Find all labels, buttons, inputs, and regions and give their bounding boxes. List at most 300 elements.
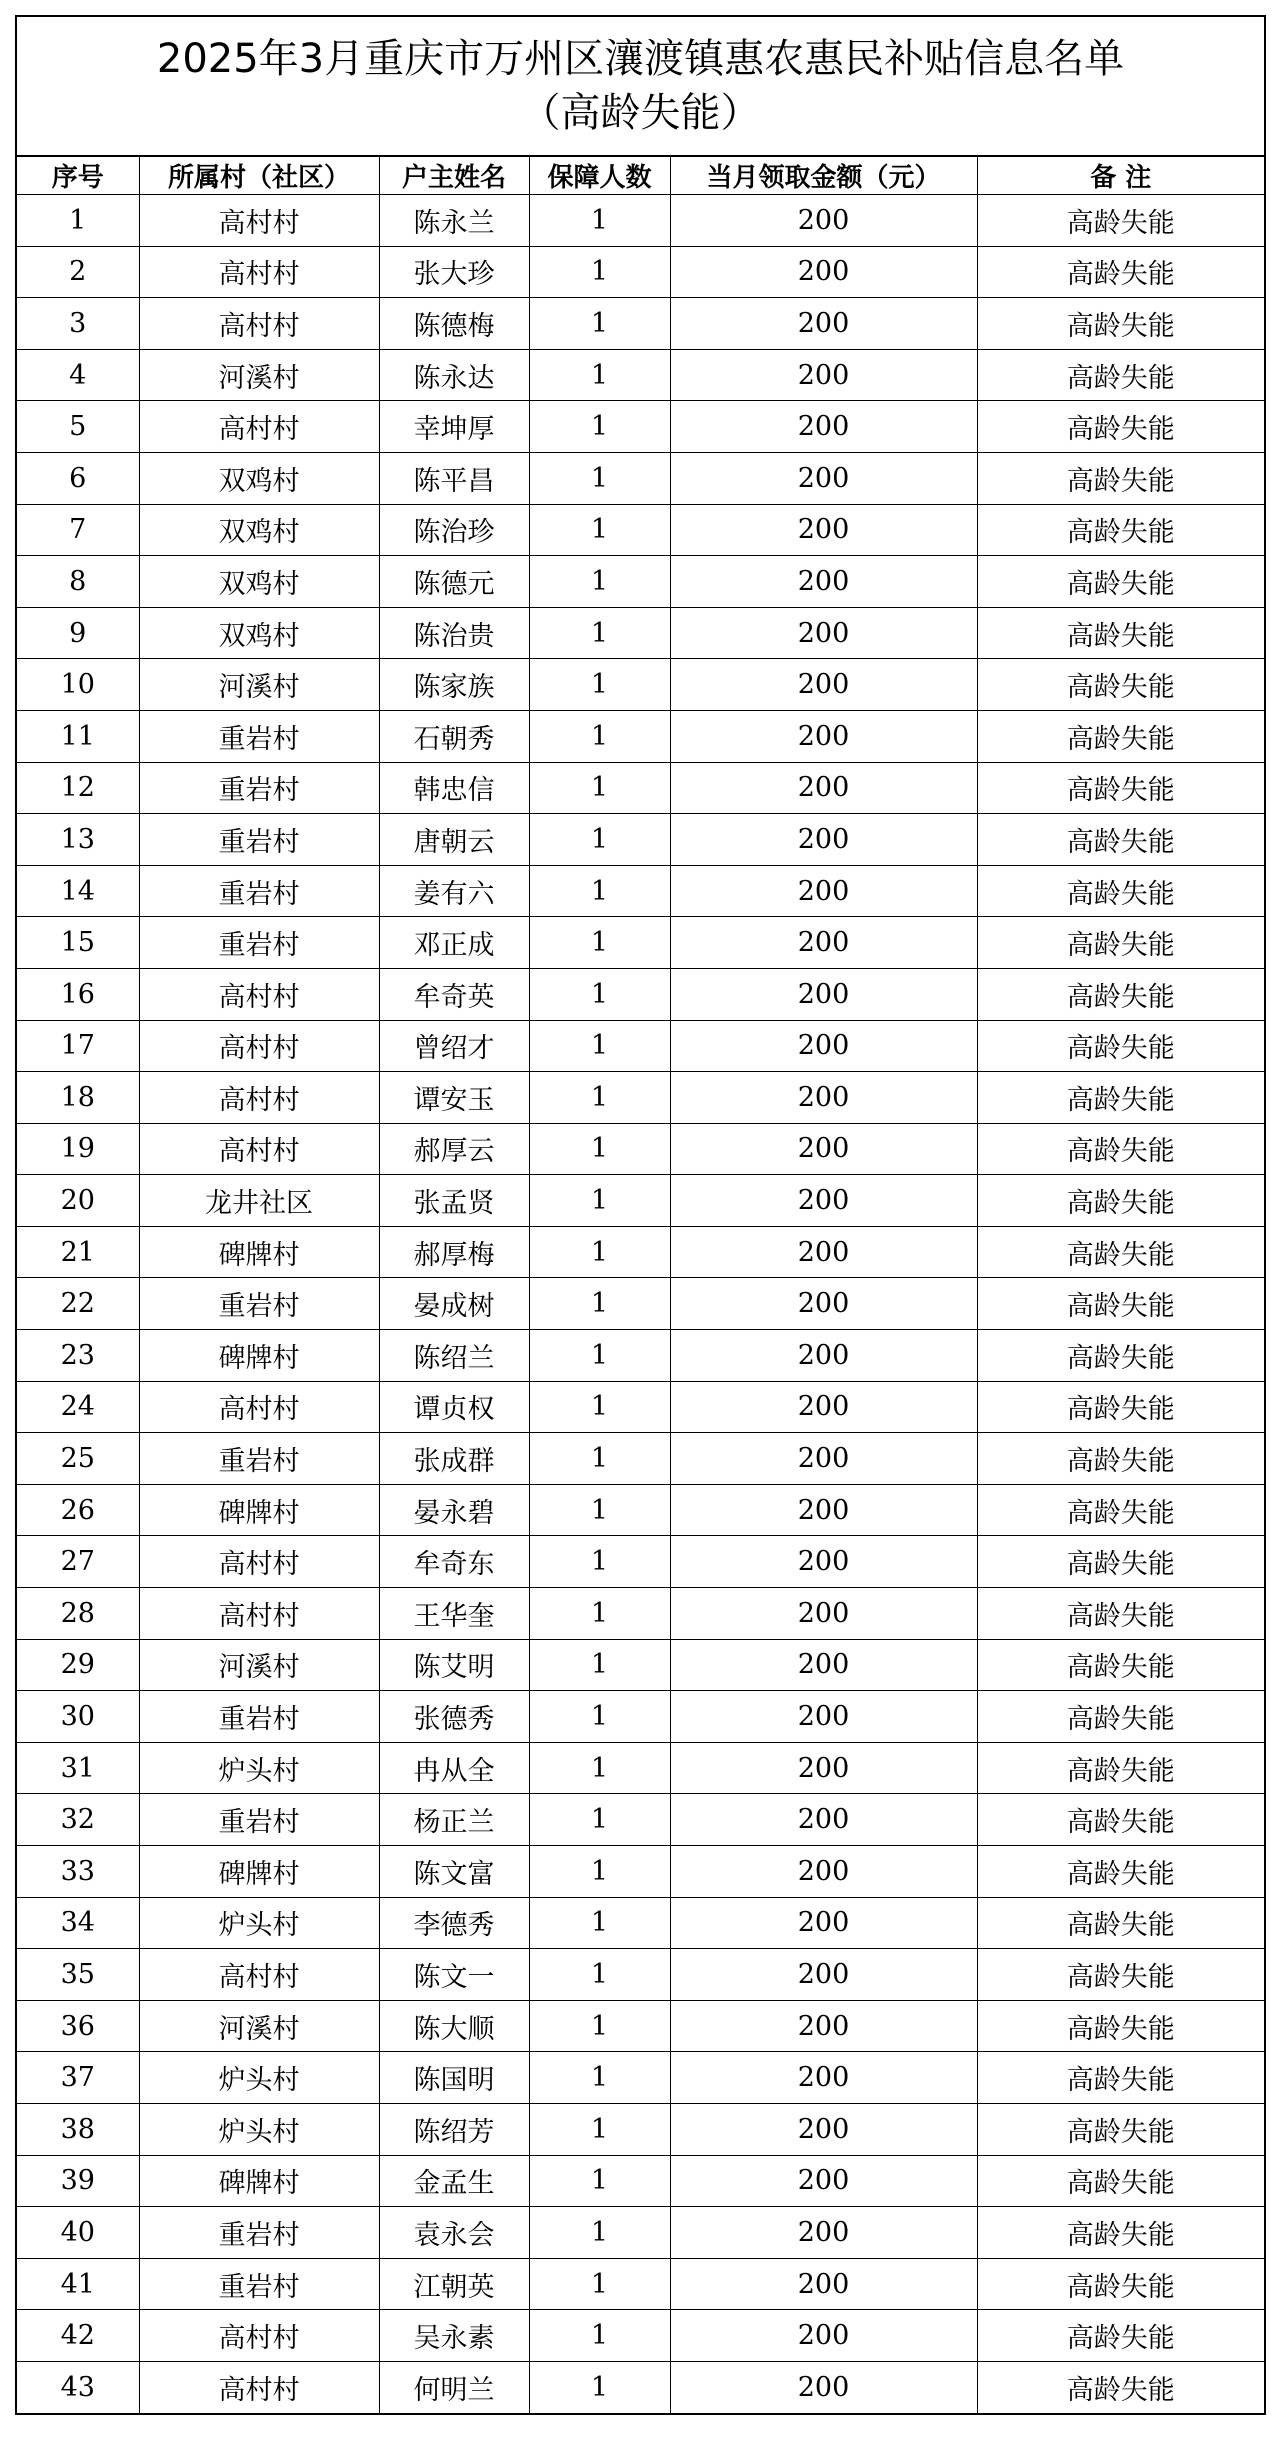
cell-village: 碑牌村 — [139, 1484, 379, 1536]
cell-remarks: 高龄失能 — [977, 968, 1264, 1020]
cell-serial-no: 24 — [17, 1381, 139, 1433]
cell-serial-no: 38 — [17, 2103, 139, 2155]
cell-householder-name: 陈文一 — [379, 1949, 529, 2001]
title-line-2: （高龄失能） — [520, 90, 761, 136]
cell-householder-name: 何明兰 — [379, 2361, 529, 2412]
cell-monthly-amount: 200 — [670, 452, 977, 504]
cell-serial-no: 29 — [17, 1639, 139, 1691]
cell-village: 高村村 — [139, 1381, 379, 1433]
cell-remarks: 高龄失能 — [977, 1794, 1264, 1846]
cell-village: 碑牌村 — [139, 1226, 379, 1278]
cell-covered-count: 1 — [529, 1794, 670, 1846]
cell-remarks: 高龄失能 — [977, 865, 1264, 917]
cell-monthly-amount: 200 — [670, 1433, 977, 1485]
cell-serial-no: 11 — [17, 710, 139, 762]
cell-monthly-amount: 200 — [670, 195, 977, 247]
cell-monthly-amount: 200 — [670, 556, 977, 608]
cell-monthly-amount: 200 — [670, 2103, 977, 2155]
cell-covered-count: 1 — [529, 1536, 670, 1588]
cell-householder-name: 张大珍 — [379, 246, 529, 298]
cell-village: 河溪村 — [139, 2000, 379, 2052]
cell-householder-name: 陈国明 — [379, 2052, 529, 2104]
cell-remarks: 高龄失能 — [977, 1433, 1264, 1485]
table-row — [17, 1949, 1264, 2001]
cell-covered-count: 1 — [529, 452, 670, 504]
cell-remarks: 高龄失能 — [977, 1226, 1264, 1278]
cell-serial-no: 37 — [17, 2052, 139, 2104]
cell-village: 河溪村 — [139, 349, 379, 401]
cell-monthly-amount: 200 — [670, 1381, 977, 1433]
cell-householder-name: 谭贞权 — [379, 1381, 529, 1433]
table-row — [17, 1278, 1264, 1330]
cell-village: 高村村 — [139, 298, 379, 350]
table-row — [17, 710, 1264, 762]
cell-covered-count: 1 — [529, 659, 670, 711]
cell-monthly-amount: 200 — [670, 1175, 977, 1227]
cell-covered-count: 1 — [529, 1588, 670, 1640]
cell-monthly-amount: 200 — [670, 2361, 977, 2412]
cell-remarks: 高龄失能 — [977, 917, 1264, 969]
table-row — [17, 1794, 1264, 1846]
cell-serial-no: 22 — [17, 1278, 139, 1330]
cell-remarks: 高龄失能 — [977, 246, 1264, 298]
cell-village: 高村村 — [139, 2310, 379, 2362]
cell-householder-name: 郝厚云 — [379, 1123, 529, 1175]
cell-serial-no: 35 — [17, 1949, 139, 2001]
cell-village: 高村村 — [139, 1536, 379, 1588]
cell-householder-name: 陈家族 — [379, 659, 529, 711]
table-row — [17, 2103, 1264, 2155]
cell-householder-name: 江朝英 — [379, 2258, 529, 2310]
cell-serial-no: 9 — [17, 607, 139, 659]
cell-remarks: 高龄失能 — [977, 659, 1264, 711]
cell-monthly-amount: 200 — [670, 1484, 977, 1536]
cell-serial-no: 1 — [17, 195, 139, 247]
cell-householder-name: 曾绍才 — [379, 1020, 529, 1072]
cell-householder-name: 吴永素 — [379, 2310, 529, 2362]
cell-serial-no: 40 — [17, 2207, 139, 2259]
cell-covered-count: 1 — [529, 1020, 670, 1072]
table-row — [17, 1536, 1264, 1588]
cell-serial-no: 42 — [17, 2310, 139, 2362]
cell-householder-name: 陈绍兰 — [379, 1330, 529, 1382]
table-row — [17, 1175, 1264, 1227]
cell-serial-no: 32 — [17, 1794, 139, 1846]
cell-householder-name: 陈永达 — [379, 349, 529, 401]
cell-monthly-amount: 200 — [670, 1330, 977, 1382]
cell-monthly-amount: 200 — [670, 1897, 977, 1949]
cell-householder-name: 邓正成 — [379, 917, 529, 969]
cell-monthly-amount: 200 — [670, 1691, 977, 1743]
table-row — [17, 195, 1264, 247]
cell-serial-no: 14 — [17, 865, 139, 917]
cell-covered-count: 1 — [529, 2155, 670, 2207]
table-row — [17, 1330, 1264, 1382]
cell-village: 重岩村 — [139, 2207, 379, 2259]
table-row — [17, 452, 1264, 504]
title-line-1: 2025年3月重庆市万州区瀼渡镇惠农惠民补贴信息名单 — [156, 36, 1125, 82]
cell-serial-no: 36 — [17, 2000, 139, 2052]
cell-remarks: 高龄失能 — [977, 1175, 1264, 1227]
cell-monthly-amount: 200 — [670, 865, 977, 917]
table-row — [17, 917, 1264, 969]
cell-householder-name: 王华奎 — [379, 1588, 529, 1640]
cell-householder-name: 幸坤厚 — [379, 401, 529, 453]
cell-covered-count: 1 — [529, 1433, 670, 1485]
cell-monthly-amount: 200 — [670, 2258, 977, 2310]
cell-serial-no: 30 — [17, 1691, 139, 1743]
cell-householder-name: 张成群 — [379, 1433, 529, 1485]
table-row — [17, 1691, 1264, 1743]
cell-village: 重岩村 — [139, 2258, 379, 2310]
cell-householder-name: 陈德梅 — [379, 298, 529, 350]
table-row — [17, 762, 1264, 814]
cell-remarks: 高龄失能 — [977, 2103, 1264, 2155]
cell-monthly-amount: 200 — [670, 2000, 977, 2052]
cell-covered-count: 1 — [529, 1742, 670, 1794]
table-row — [17, 401, 1264, 453]
cell-remarks: 高龄失能 — [977, 452, 1264, 504]
cell-householder-name: 陈文富 — [379, 1846, 529, 1898]
cell-covered-count: 1 — [529, 246, 670, 298]
roster-table — [17, 157, 1264, 2413]
cell-serial-no: 8 — [17, 556, 139, 608]
cell-covered-count: 1 — [529, 1691, 670, 1743]
header-householder-name: 户主姓名 — [379, 157, 529, 195]
table-row — [17, 2361, 1264, 2412]
cell-village: 高村村 — [139, 246, 379, 298]
cell-village: 高村村 — [139, 1588, 379, 1640]
cell-covered-count: 1 — [529, 2207, 670, 2259]
cell-householder-name: 金孟生 — [379, 2155, 529, 2207]
cell-village: 炉头村 — [139, 1897, 379, 1949]
cell-covered-count: 1 — [529, 1278, 670, 1330]
cell-remarks: 高龄失能 — [977, 556, 1264, 608]
cell-covered-count: 1 — [529, 1330, 670, 1382]
table-row — [17, 1639, 1264, 1691]
cell-remarks: 高龄失能 — [977, 710, 1264, 762]
cell-village: 高村村 — [139, 1949, 379, 2001]
cell-monthly-amount: 200 — [670, 2207, 977, 2259]
table-row — [17, 814, 1264, 866]
cell-serial-no: 7 — [17, 504, 139, 556]
cell-serial-no: 2 — [17, 246, 139, 298]
table-row — [17, 2052, 1264, 2104]
cell-covered-count: 1 — [529, 556, 670, 608]
cell-covered-count: 1 — [529, 1949, 670, 2001]
cell-monthly-amount: 200 — [670, 1794, 977, 1846]
cell-village: 高村村 — [139, 195, 379, 247]
cell-remarks: 高龄失能 — [977, 1536, 1264, 1588]
cell-remarks: 高龄失能 — [977, 2052, 1264, 2104]
cell-remarks: 高龄失能 — [977, 607, 1264, 659]
header-covered-count: 保障人数 — [529, 157, 670, 195]
cell-remarks: 高龄失能 — [977, 762, 1264, 814]
cell-householder-name: 唐朝云 — [379, 814, 529, 866]
cell-serial-no: 25 — [17, 1433, 139, 1485]
cell-householder-name: 郝厚梅 — [379, 1226, 529, 1278]
cell-householder-name: 陈艾明 — [379, 1639, 529, 1691]
cell-village: 炉头村 — [139, 1742, 379, 1794]
table-row — [17, 246, 1264, 298]
cell-covered-count: 1 — [529, 814, 670, 866]
cell-remarks: 高龄失能 — [977, 1330, 1264, 1382]
cell-covered-count: 1 — [529, 349, 670, 401]
cell-monthly-amount: 200 — [670, 710, 977, 762]
table-row — [17, 1433, 1264, 1485]
cell-covered-count: 1 — [529, 401, 670, 453]
cell-remarks: 高龄失能 — [977, 298, 1264, 350]
cell-serial-no: 41 — [17, 2258, 139, 2310]
cell-village: 高村村 — [139, 1072, 379, 1124]
cell-remarks: 高龄失能 — [977, 1381, 1264, 1433]
cell-monthly-amount: 200 — [670, 1226, 977, 1278]
cell-serial-no: 10 — [17, 659, 139, 711]
cell-remarks: 高龄失能 — [977, 1278, 1264, 1330]
table-row — [17, 1897, 1264, 1949]
cell-monthly-amount: 200 — [670, 659, 977, 711]
cell-covered-count: 1 — [529, 2258, 670, 2310]
cell-monthly-amount: 200 — [670, 1020, 977, 1072]
cell-monthly-amount: 200 — [670, 607, 977, 659]
cell-householder-name: 牟奇东 — [379, 1536, 529, 1588]
cell-monthly-amount: 200 — [670, 1536, 977, 1588]
cell-remarks: 高龄失能 — [977, 1123, 1264, 1175]
cell-covered-count: 1 — [529, 1484, 670, 1536]
cell-village: 碑牌村 — [139, 1846, 379, 1898]
cell-householder-name: 陈德元 — [379, 556, 529, 608]
cell-monthly-amount: 200 — [670, 401, 977, 453]
cell-covered-count: 1 — [529, 2361, 670, 2412]
cell-remarks: 高龄失能 — [977, 1484, 1264, 1536]
cell-householder-name: 姜有六 — [379, 865, 529, 917]
cell-serial-no: 28 — [17, 1588, 139, 1640]
cell-monthly-amount: 200 — [670, 762, 977, 814]
header-serial-no: 序号 — [17, 157, 139, 195]
cell-remarks: 高龄失能 — [977, 349, 1264, 401]
cell-remarks: 高龄失能 — [977, 1588, 1264, 1640]
cell-covered-count: 1 — [529, 917, 670, 969]
cell-remarks: 高龄失能 — [977, 195, 1264, 247]
cell-village: 重岩村 — [139, 1691, 379, 1743]
cell-remarks: 高龄失能 — [977, 2361, 1264, 2412]
cell-covered-count: 1 — [529, 2310, 670, 2362]
cell-village: 龙井社区 — [139, 1175, 379, 1227]
cell-serial-no: 43 — [17, 2361, 139, 2412]
cell-serial-no: 33 — [17, 1846, 139, 1898]
cell-village: 重岩村 — [139, 762, 379, 814]
cell-village: 高村村 — [139, 1123, 379, 1175]
cell-monthly-amount: 200 — [670, 1742, 977, 1794]
header-remarks: 备 注 — [977, 157, 1264, 195]
cell-monthly-amount: 200 — [670, 814, 977, 866]
cell-serial-no: 5 — [17, 401, 139, 453]
cell-remarks: 高龄失能 — [977, 814, 1264, 866]
cell-monthly-amount: 200 — [670, 1588, 977, 1640]
cell-remarks: 高龄失能 — [977, 504, 1264, 556]
cell-householder-name: 陈大顺 — [379, 2000, 529, 2052]
table-row — [17, 556, 1264, 608]
table-row — [17, 1484, 1264, 1536]
cell-monthly-amount: 200 — [670, 1278, 977, 1330]
table-row — [17, 1072, 1264, 1124]
cell-covered-count: 1 — [529, 1175, 670, 1227]
cell-householder-name: 谭安玉 — [379, 1072, 529, 1124]
cell-householder-name: 杨正兰 — [379, 1794, 529, 1846]
cell-householder-name: 石朝秀 — [379, 710, 529, 762]
cell-serial-no: 39 — [17, 2155, 139, 2207]
cell-remarks: 高龄失能 — [977, 2000, 1264, 2052]
header-village: 所属村（社区） — [139, 157, 379, 195]
table-row — [17, 2000, 1264, 2052]
cell-village: 双鸡村 — [139, 452, 379, 504]
cell-village: 重岩村 — [139, 814, 379, 866]
table-row — [17, 659, 1264, 711]
cell-covered-count: 1 — [529, 1897, 670, 1949]
cell-monthly-amount: 200 — [670, 504, 977, 556]
cell-monthly-amount: 200 — [670, 917, 977, 969]
cell-village: 双鸡村 — [139, 607, 379, 659]
cell-serial-no: 3 — [17, 298, 139, 350]
cell-serial-no: 21 — [17, 1226, 139, 1278]
cell-remarks: 高龄失能 — [977, 2207, 1264, 2259]
table-row — [17, 607, 1264, 659]
cell-remarks: 高龄失能 — [977, 1072, 1264, 1124]
cell-serial-no: 34 — [17, 1897, 139, 1949]
cell-householder-name: 张孟贤 — [379, 1175, 529, 1227]
cell-householder-name: 陈绍芳 — [379, 2103, 529, 2155]
cell-serial-no: 4 — [17, 349, 139, 401]
cell-householder-name: 晏永碧 — [379, 1484, 529, 1536]
header-row — [17, 157, 1264, 195]
cell-householder-name: 韩忠信 — [379, 762, 529, 814]
cell-householder-name: 冉从全 — [379, 1742, 529, 1794]
cell-covered-count: 1 — [529, 1846, 670, 1898]
cell-village: 重岩村 — [139, 1433, 379, 1485]
subsidy-roster-sheet — [15, 15, 1266, 2415]
cell-serial-no: 27 — [17, 1536, 139, 1588]
cell-serial-no: 31 — [17, 1742, 139, 1794]
cell-serial-no: 6 — [17, 452, 139, 504]
table-row — [17, 298, 1264, 350]
table-row — [17, 1742, 1264, 1794]
cell-householder-name: 晏成树 — [379, 1278, 529, 1330]
cell-serial-no: 26 — [17, 1484, 139, 1536]
cell-covered-count: 1 — [529, 1072, 670, 1124]
table-row — [17, 1020, 1264, 1072]
cell-remarks: 高龄失能 — [977, 2155, 1264, 2207]
cell-village: 重岩村 — [139, 710, 379, 762]
cell-village: 炉头村 — [139, 2103, 379, 2155]
cell-householder-name: 牟奇英 — [379, 968, 529, 1020]
header-monthly-amount: 当月领取金额（元） — [670, 157, 977, 195]
cell-covered-count: 1 — [529, 865, 670, 917]
cell-monthly-amount: 200 — [670, 349, 977, 401]
cell-covered-count: 1 — [529, 1381, 670, 1433]
cell-remarks: 高龄失能 — [977, 2310, 1264, 2362]
table-row — [17, 1123, 1264, 1175]
cell-monthly-amount: 200 — [670, 2052, 977, 2104]
table-row — [17, 349, 1264, 401]
cell-village: 重岩村 — [139, 1794, 379, 1846]
cell-village: 双鸡村 — [139, 556, 379, 608]
cell-householder-name: 陈平昌 — [379, 452, 529, 504]
cell-covered-count: 1 — [529, 1639, 670, 1691]
cell-serial-no: 13 — [17, 814, 139, 866]
cell-covered-count: 1 — [529, 2103, 670, 2155]
table-row — [17, 2155, 1264, 2207]
cell-serial-no: 18 — [17, 1072, 139, 1124]
cell-covered-count: 1 — [529, 968, 670, 1020]
cell-village: 高村村 — [139, 968, 379, 1020]
cell-covered-count: 1 — [529, 195, 670, 247]
cell-covered-count: 1 — [529, 298, 670, 350]
cell-remarks: 高龄失能 — [977, 1691, 1264, 1743]
cell-monthly-amount: 200 — [670, 968, 977, 1020]
cell-village: 碑牌村 — [139, 1330, 379, 1382]
cell-monthly-amount: 200 — [670, 1123, 977, 1175]
cell-serial-no: 20 — [17, 1175, 139, 1227]
cell-village: 高村村 — [139, 2361, 379, 2412]
cell-covered-count: 1 — [529, 710, 670, 762]
table-row — [17, 1226, 1264, 1278]
cell-covered-count: 1 — [529, 607, 670, 659]
cell-village: 炉头村 — [139, 2052, 379, 2104]
cell-covered-count: 1 — [529, 1123, 670, 1175]
table-row — [17, 1588, 1264, 1640]
table-row — [17, 2207, 1264, 2259]
cell-village: 河溪村 — [139, 659, 379, 711]
cell-monthly-amount: 200 — [670, 1639, 977, 1691]
cell-serial-no: 16 — [17, 968, 139, 1020]
cell-village: 重岩村 — [139, 865, 379, 917]
cell-remarks: 高龄失能 — [977, 1639, 1264, 1691]
cell-village: 重岩村 — [139, 1278, 379, 1330]
cell-householder-name: 李德秀 — [379, 1897, 529, 1949]
cell-remarks: 高龄失能 — [977, 2258, 1264, 2310]
cell-village: 重岩村 — [139, 917, 379, 969]
cell-serial-no: 23 — [17, 1330, 139, 1382]
table-row — [17, 865, 1264, 917]
cell-village: 高村村 — [139, 401, 379, 453]
cell-householder-name: 陈治珍 — [379, 504, 529, 556]
cell-remarks: 高龄失能 — [977, 1949, 1264, 2001]
cell-serial-no: 19 — [17, 1123, 139, 1175]
cell-remarks: 高龄失能 — [977, 1897, 1264, 1949]
cell-householder-name: 陈治贵 — [379, 607, 529, 659]
cell-serial-no: 15 — [17, 917, 139, 969]
cell-monthly-amount: 200 — [670, 2155, 977, 2207]
cell-remarks: 高龄失能 — [977, 1020, 1264, 1072]
table-row — [17, 1381, 1264, 1433]
cell-village: 高村村 — [139, 1020, 379, 1072]
cell-serial-no: 17 — [17, 1020, 139, 1072]
table-row — [17, 504, 1264, 556]
cell-covered-count: 1 — [529, 2000, 670, 2052]
cell-monthly-amount: 200 — [670, 1949, 977, 2001]
cell-serial-no: 12 — [17, 762, 139, 814]
cell-covered-count: 1 — [529, 2052, 670, 2104]
table-row — [17, 2258, 1264, 2310]
cell-householder-name: 袁永会 — [379, 2207, 529, 2259]
cell-village: 河溪村 — [139, 1639, 379, 1691]
table-row — [17, 2310, 1264, 2362]
cell-householder-name: 张德秀 — [379, 1691, 529, 1743]
cell-householder-name: 陈永兰 — [379, 195, 529, 247]
cell-covered-count: 1 — [529, 762, 670, 814]
cell-remarks: 高龄失能 — [977, 1742, 1264, 1794]
cell-village: 双鸡村 — [139, 504, 379, 556]
